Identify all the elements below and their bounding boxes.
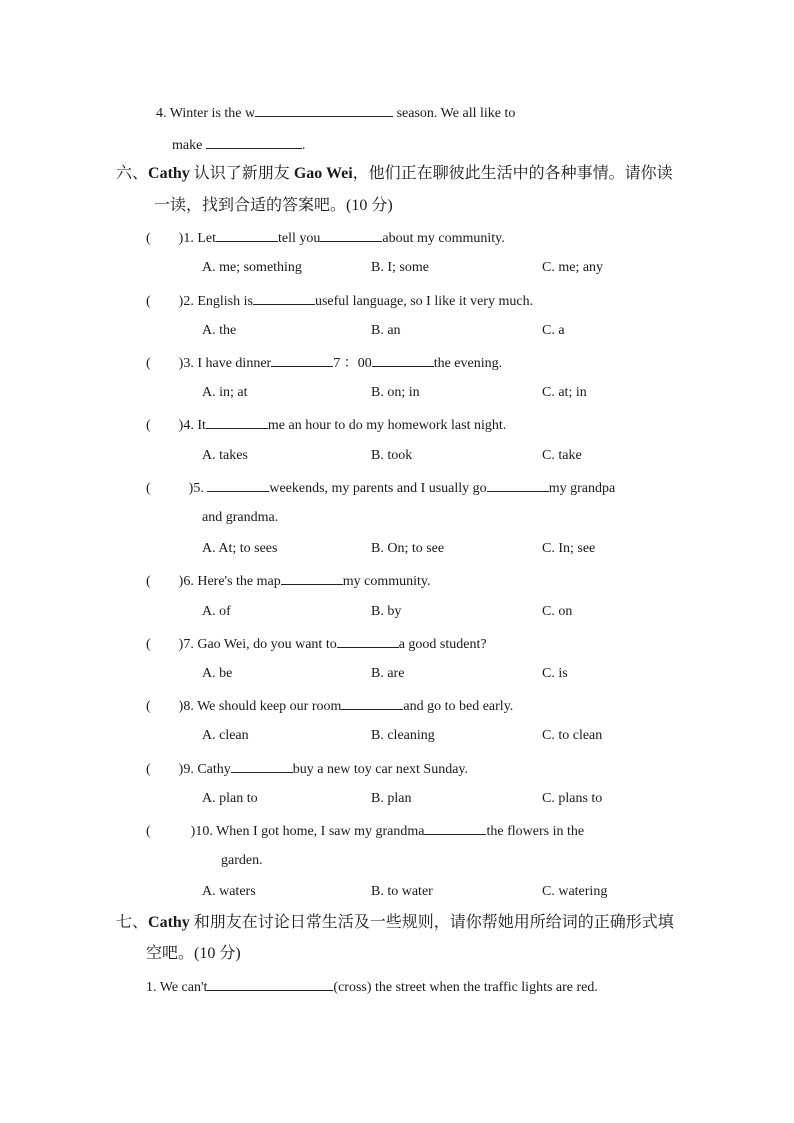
q-text: tell you: [278, 231, 321, 246]
option-c: C. is: [542, 666, 568, 681]
question-1: [146, 227, 505, 249]
answer-paren-open[interactable]: (: [146, 574, 151, 589]
answer-paren-open[interactable]: (: [146, 762, 151, 777]
q-text: 7. Gao Wei, do you want to: [183, 637, 337, 652]
answer-blank[interactable]: [206, 134, 302, 149]
answer-blank[interactable]: [487, 477, 549, 492]
q-text: 1. Let: [183, 231, 216, 246]
option-a: A. in; at: [202, 385, 248, 400]
q-text: me an hour to do my homework last night.: [267, 418, 507, 433]
option-c: C. me; any: [542, 260, 604, 275]
answer-paren-close: ): [178, 294, 184, 309]
s5-q4-line2: make .: [172, 134, 305, 156]
s7-question-1: [146, 976, 598, 998]
answer-paren-close: ): [188, 481, 194, 496]
section-number: 六、: [116, 165, 149, 182]
name-cathy: Cathy: [148, 914, 190, 931]
option-c: C. take: [542, 448, 582, 463]
name-cathy: Cathy: [148, 165, 190, 182]
q-text: 2. English is: [183, 294, 253, 309]
answer-blank[interactable]: [206, 414, 268, 429]
question-2: [146, 290, 533, 312]
question-3: [146, 352, 502, 374]
q-text: (cross) the street when the traffic lights are red.: [333, 980, 598, 995]
option-c: C. a: [542, 323, 565, 338]
answer-blank[interactable]: [341, 695, 403, 710]
answer-blank[interactable]: [253, 290, 315, 305]
answer-blank[interactable]: [337, 633, 399, 648]
question-10: [146, 820, 584, 842]
option-a: A. At; to sees: [202, 541, 278, 556]
q-text: a good student?: [398, 637, 487, 652]
q-text: 9. Cathy: [183, 762, 231, 777]
answer-paren-close: ): [178, 699, 184, 714]
answer-paren-close: ): [178, 231, 184, 246]
option-b: B. are: [371, 666, 405, 681]
option-a: A. me; something: [202, 260, 302, 275]
answer-blank[interactable]: [207, 477, 269, 492]
answer-paren-close: ): [190, 824, 196, 839]
answer-paren-open[interactable]: (: [146, 481, 151, 496]
section7-heading: [116, 913, 674, 933]
answer-paren-open[interactable]: (: [146, 418, 151, 433]
option-a: A. the: [202, 323, 237, 338]
section6-heading-line2: [154, 196, 393, 216]
q-text: my grandpa: [548, 481, 616, 496]
option-b: B. an: [371, 323, 401, 338]
s5-q4-make: make: [172, 138, 203, 153]
s5-q4-line1: [156, 102, 515, 124]
q-text: 7 ：00: [333, 356, 372, 371]
option-b: B. on; in: [371, 385, 420, 400]
answer-blank[interactable]: [207, 976, 333, 991]
heading-text: 认识了新朋友: [189, 165, 294, 182]
answer-blank[interactable]: [320, 227, 382, 242]
question-6: [146, 570, 431, 592]
answer-paren-open[interactable]: (: [146, 637, 151, 652]
answer-paren-close: ): [178, 418, 184, 433]
option-b: B. I; some: [371, 260, 429, 275]
option-a: A. takes: [202, 448, 248, 463]
question-8: [146, 695, 513, 717]
q-text: the flowers in the: [486, 824, 585, 839]
option-a: A. waters: [202, 884, 256, 899]
option-b: B. plan: [371, 791, 412, 806]
q-text: 1. We can't: [146, 980, 208, 995]
option-b: B. to water: [371, 884, 433, 899]
answer-blank[interactable]: [231, 758, 293, 773]
answer-blank[interactable]: [372, 352, 434, 367]
q-text: weekends, my parents and I usually go: [269, 481, 487, 496]
s5-q4-text-a: 4. Winter is the w: [156, 106, 256, 121]
s5-q4-text-b: season. We all like to: [396, 106, 516, 121]
question-4: [146, 414, 506, 436]
q-text: 8. We should keep our room: [183, 699, 342, 714]
option-c: C. plans to: [542, 791, 603, 806]
option-b: B. by: [371, 604, 402, 619]
q-text: the evening.: [433, 356, 503, 371]
q-text: buy a new toy car next Sunday.: [292, 762, 469, 777]
option-c: C. to clean: [542, 728, 603, 743]
heading-text: 和朋友在讨论日常生活及一些规则，请你帮她用所给词的正确形式填: [189, 914, 674, 931]
option-b: B. On; to see: [371, 541, 445, 556]
answer-blank[interactable]: [255, 102, 393, 117]
question-5-cont: and grandma.: [202, 510, 279, 525]
section6-heading: [116, 164, 673, 184]
answer-blank[interactable]: [216, 227, 278, 242]
heading-text: 一读，找到合适的答案吧。(10 分): [154, 197, 393, 214]
question-10-cont: garden.: [221, 853, 263, 868]
answer-blank[interactable]: [424, 820, 486, 835]
option-a: A. plan to: [202, 791, 258, 806]
answer-paren-open[interactable]: (: [146, 824, 151, 839]
answer-paren-open[interactable]: (: [146, 356, 151, 371]
option-b: B. took: [371, 448, 413, 463]
question-7: [146, 633, 487, 655]
q-text: 3. I have dinner: [183, 356, 272, 371]
q-text: and go to bed early.: [403, 699, 514, 714]
q-text: 6. Here's the map: [183, 574, 281, 589]
question-5: [146, 477, 615, 499]
section7-heading-line2: [146, 944, 241, 964]
answer-blank[interactable]: [281, 570, 343, 585]
option-c: C. at; in: [542, 385, 587, 400]
answer-blank[interactable]: [271, 352, 333, 367]
q-text: 4. It: [183, 418, 206, 433]
option-a: A. of: [202, 604, 231, 619]
option-c: C. watering: [542, 884, 608, 899]
option-b: B. cleaning: [371, 728, 435, 743]
heading-text: 空吧。(10 分): [146, 945, 241, 962]
heading-text: ，他们正在聊彼此生活中的各种事情。请你读: [352, 165, 673, 182]
option-a: A. be: [202, 666, 233, 681]
answer-paren-close: ): [178, 762, 184, 777]
answer-paren-open[interactable]: (: [146, 699, 151, 714]
q-text: about my community.: [382, 231, 505, 246]
option-c: C. In; see: [542, 541, 596, 556]
name-gao-wei: Gao Wei: [293, 165, 353, 182]
answer-paren-close: ): [178, 574, 184, 589]
option-c: C. on: [542, 604, 573, 619]
q-text: 5.: [193, 481, 204, 496]
section-number: 七、: [116, 914, 149, 931]
q-text: useful language, so I like it very much.: [314, 294, 534, 309]
question-9: [146, 758, 468, 780]
answer-paren-open[interactable]: (: [146, 294, 151, 309]
answer-paren-close: ): [178, 356, 184, 371]
answer-paren-close: ): [178, 637, 184, 652]
answer-paren-open[interactable]: (: [146, 231, 151, 246]
q-text: 10. When I got home, I saw my grandma: [195, 824, 425, 839]
q-text: my community.: [342, 574, 431, 589]
option-a: A. clean: [202, 728, 249, 743]
